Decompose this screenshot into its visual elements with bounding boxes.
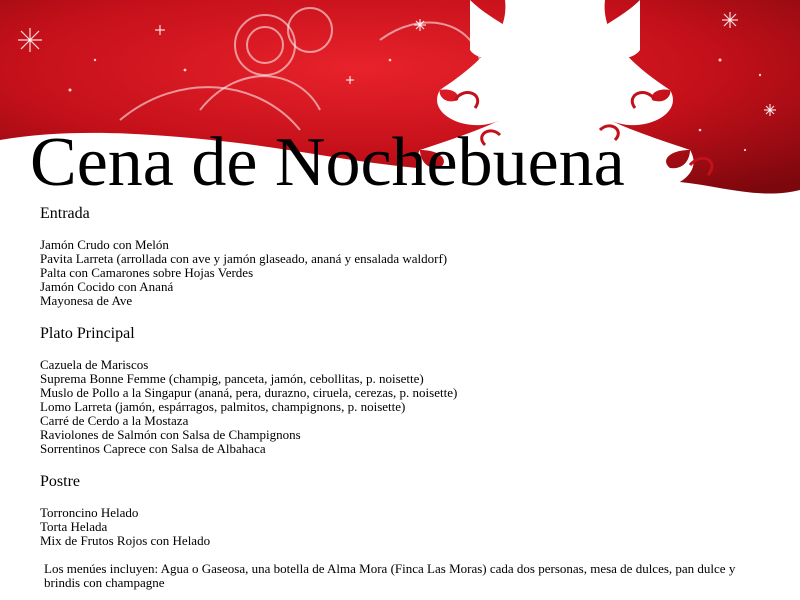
menu-item: Mayonesa de Ave (40, 293, 133, 308)
menu-item: Jamón Cocido con Ananá (40, 279, 174, 294)
section-heading: Entrada (40, 205, 90, 222)
menu-item: Lomo Larreta (jamón, espárragos, palmitos, champignons, p. noisette) (40, 399, 406, 414)
menu-item: Carré de Cerdo a la Mostaza (40, 413, 189, 428)
menu-item: Palta con Camarones sobre Hojas Verdes (40, 265, 254, 280)
menu-item: Suprema Bonne Femme (champig, panceta, jamón, cebollitas, p. noisette) (40, 371, 424, 386)
menu-item: Torta Helada (40, 519, 108, 534)
menu-item: Jamón Crudo con Melón (40, 237, 169, 252)
page-title: Cena de Nochebuena (30, 124, 625, 201)
menu-item: Muslo de Pollo a la Singapur (ananá, pera, durazno, ciruela, cerezas, p. noisette) (40, 385, 458, 400)
menu-content (40, 205, 770, 590)
footer-note: Los menúes incluyen: Agua o Gaseosa, una botella de Alma Mora (Finca Las Moras) cada dos personas, mesa de dulces, pan dulce y brindis con champagne (44, 561, 736, 590)
section-postre (40, 473, 770, 548)
menu-item: Raviolones de Salmón con Salsa de Champignons (40, 427, 301, 442)
section-heading: Postre (40, 473, 80, 490)
menu-item: Sorrentinos Caprece con Salsa de Albahaca (40, 441, 266, 456)
menu-item: Torroncino Helado (40, 505, 139, 520)
menu-item: Pavita Larreta (arrollada con ave y jamón glaseado, ananá y ensalada waldorf) (40, 251, 448, 266)
menu-item: Mix de Frutos Rojos con Helado (40, 533, 211, 548)
section-plato-principal (40, 325, 770, 456)
menu-item: Cazuela de Mariscos (40, 357, 149, 372)
section-heading: Plato Principal (40, 325, 135, 342)
section-entrada (40, 205, 770, 308)
